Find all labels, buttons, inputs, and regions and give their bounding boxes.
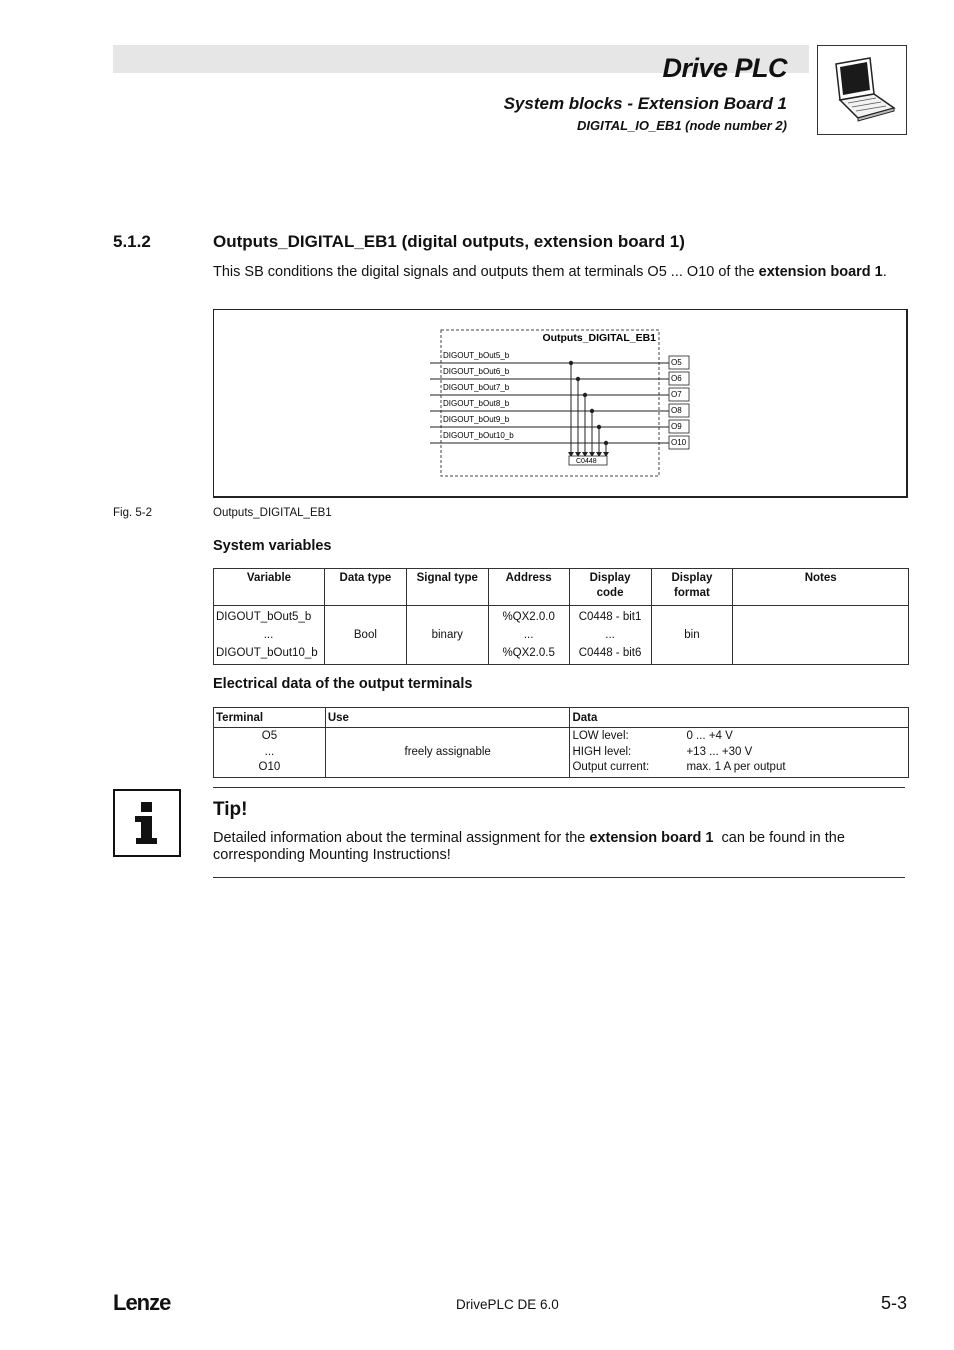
electrical-heading: Electrical data of the output terminals [213,676,473,692]
col-use: Use [325,708,570,728]
intro-suffix: . [882,264,887,280]
page-subtitle: System blocks - Extension Board 1 [503,94,787,113]
code-ellipsis: ... [605,629,615,641]
system-variables-table [213,568,909,665]
variable-first: DIGOUT_bOut5_b [216,611,312,623]
intro-paragraph [213,263,913,281]
variable-last: DIGOUT_bOut10_b [216,647,318,659]
data-value: +13 ... +30 V [686,745,753,758]
table-row [214,728,909,778]
terminal-first: O5 [261,730,278,742]
figure-caption: Outputs_DIGITAL_EB1 [213,507,332,519]
cell-variable [214,606,325,665]
tip-text [213,830,913,864]
input-label: DIGOUT_bOut6_b [443,367,510,376]
data-name: LOW level: [572,730,629,742]
address-last: %QX2.0.5 [502,647,555,659]
cell-data-type: Bool [324,606,406,665]
tip-title: Tip! [213,799,248,820]
data-line [572,729,906,745]
cell-notes [733,606,909,665]
electrical-table [213,707,909,778]
junction-dots [569,361,608,445]
col-terminal: Terminal [214,708,326,728]
cell-address [488,606,569,665]
output-labels [671,358,687,447]
input-label: DIGOUT_bOut5_b [443,351,510,360]
code-last: C0448 - bit6 [578,647,642,659]
tip-suffix: can be found in the corresponding Mounting Instructions! [213,830,849,863]
col-display-code-line1: Display [589,572,631,584]
col-data-type: Data type [324,569,406,606]
info-icon-box [113,789,181,857]
cell-terminal [214,728,326,778]
col-display-format-line1: Display [671,572,713,584]
figure-frame [213,309,908,498]
data-name: HIGH level: [572,745,632,758]
output-label: O10 [671,438,687,447]
figure-label: Fig. 5-2 [113,507,152,519]
intro-bold: extension board 1 [758,264,883,280]
page-number: 5-3 [880,1293,907,1313]
terminal-ellipsis: ... [264,745,275,758]
block-title: Outputs_DIGITAL_EB1 [542,332,656,344]
col-notes: Notes [733,569,909,606]
variable-ellipsis: ... [263,629,274,641]
tip-divider-top [213,787,905,788]
code-label: C0448 [576,458,597,465]
laptop-icon-box [817,45,907,135]
address-ellipsis: ... [523,629,534,641]
data-name: Output current: [572,761,650,773]
terminal-last: O10 [258,761,281,773]
data-line [572,745,906,761]
section-title: Outputs_DIGITAL_EB1 (digital outputs, extension board 1) [213,232,685,251]
block-diagram [214,310,904,494]
table-row [214,606,909,665]
intro-text: This SB conditions the digital signals and outputs them at terminals O5 ... O10 of the [213,264,759,280]
tip-bold: extension board 1 [589,830,714,846]
tip-prefix: Detailed information about the terminal assignment for the [213,830,590,846]
input-label: DIGOUT_bOut8_b [443,399,510,408]
output-terminals [669,356,689,449]
tip-divider-bottom [213,877,905,878]
output-label: O7 [671,390,682,399]
cell-data [570,728,909,778]
col-data: Data [570,708,909,728]
input-label: DIGOUT_bOut7_b [443,383,510,392]
tap-lines [571,363,606,454]
col-display-format [651,569,733,606]
col-display-code [569,569,651,606]
footer-document: DrivePLC DE 6.0 [456,1297,559,1312]
laptop-icon [818,46,906,134]
output-label: O5 [671,358,682,367]
page-subsubtitle: DIGITAL_IO_EB1 (node number 2) [577,118,787,133]
data-value: max. 1 A per output [686,761,786,773]
address-first: %QX2.0.0 [502,611,555,623]
col-display-format-line2: format [674,587,710,599]
code-first: C0448 - bit1 [578,611,642,623]
data-value: 0 ... +4 V [686,730,733,742]
lenze-logo: Lenze [113,1290,171,1315]
data-line [572,760,906,776]
col-signal-type: Signal type [406,569,488,606]
col-display-code-line2: code [596,587,624,599]
table-header-row [214,569,909,606]
cell-use: freely assignable [325,728,570,778]
section-number: 5.1.2 [113,232,151,251]
cell-display-format: bin [651,606,733,665]
output-label: O9 [671,422,682,431]
input-label: DIGOUT_bOut10_b [443,431,514,440]
col-variable: Variable [214,569,325,606]
page-title: Drive PLC [662,53,787,83]
output-label: O8 [671,406,682,415]
input-label: DIGOUT_bOut9_b [443,415,510,424]
col-address: Address [488,569,569,606]
info-icon [115,791,179,855]
cell-signal-type: binary [406,606,488,665]
cell-display-code [569,606,651,665]
system-variables-heading: System variables [213,538,332,554]
output-label: O6 [671,374,682,383]
table-header-row [214,708,909,728]
